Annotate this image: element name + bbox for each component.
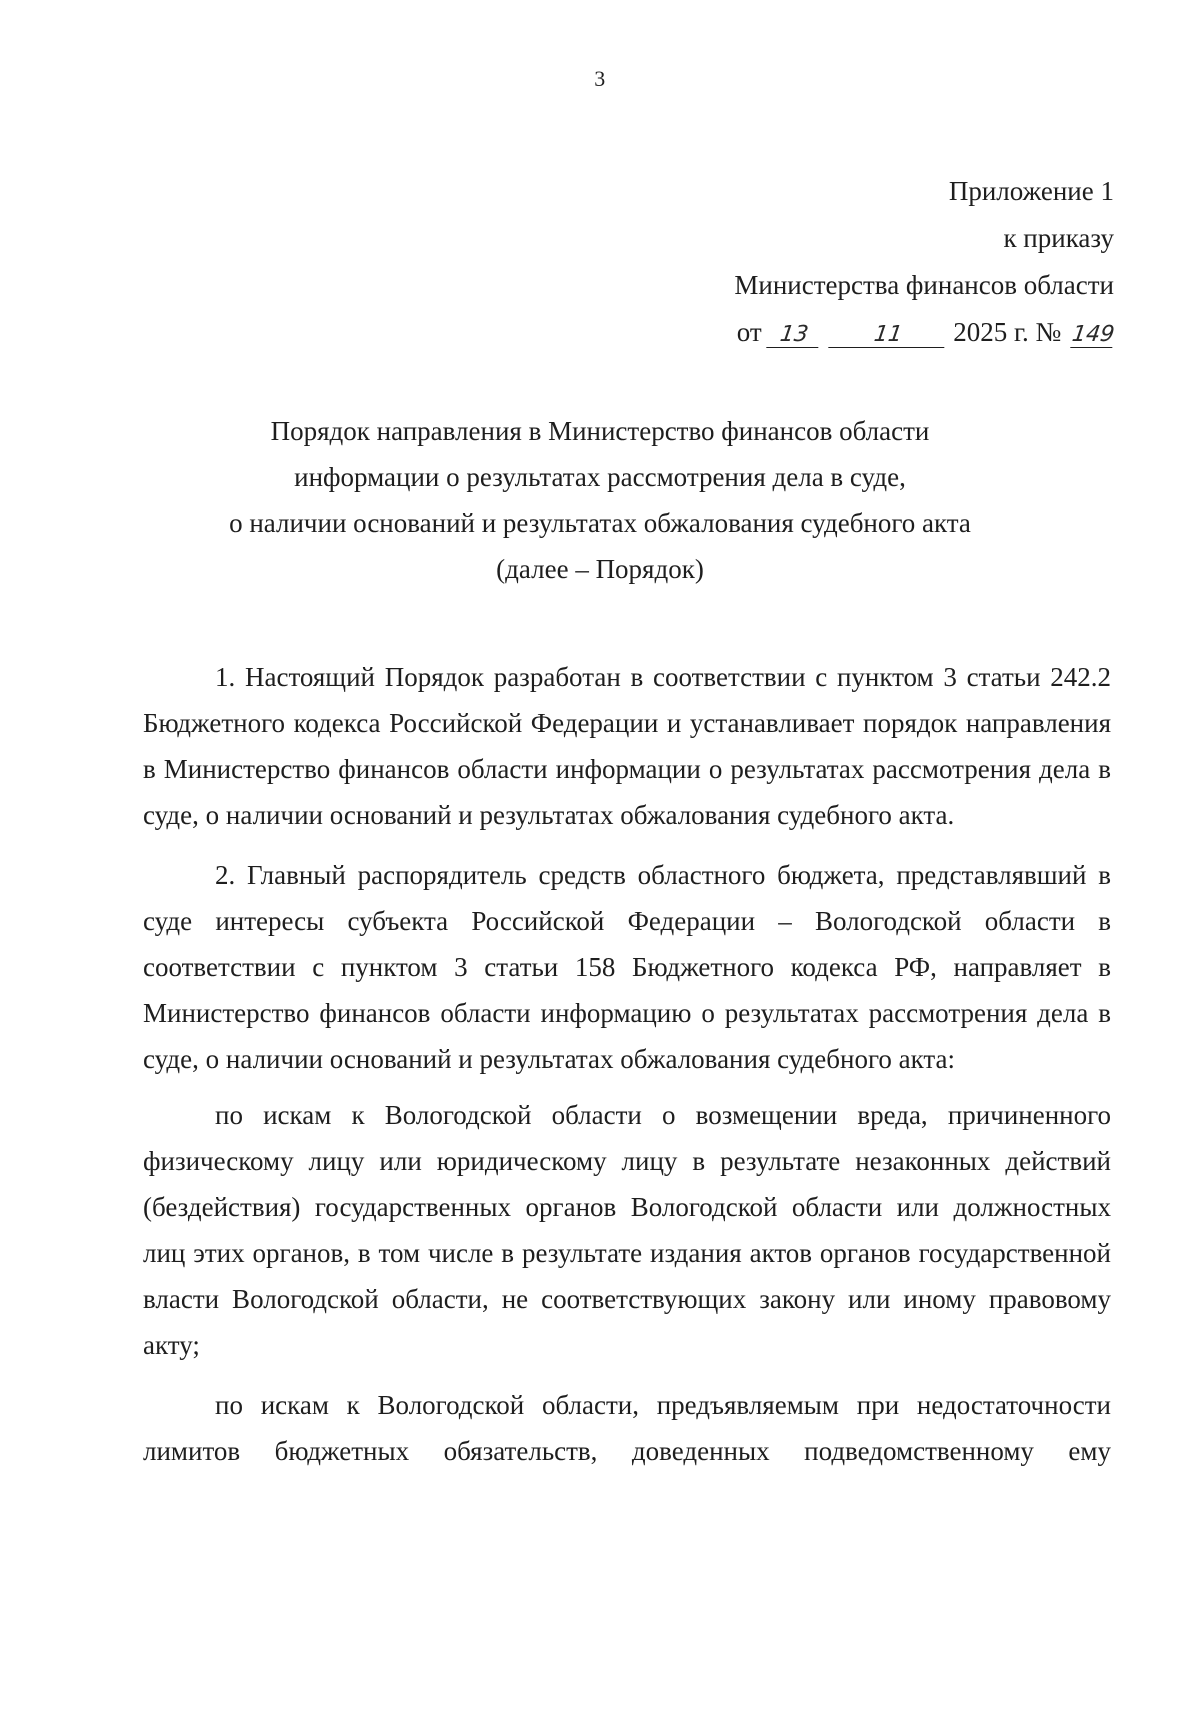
- appendix-to-order: к приказу: [1003, 223, 1114, 253]
- paragraph-4: по искам к Вологодской области, предъявляемым при недостаточности лимитов бюджетных обязательств, доведенных подведомственному ему: [143, 1390, 1111, 1466]
- title-line-3: о наличии оснований и результатах обжалования судебного акта: [229, 508, 971, 538]
- appendix-title: Приложение 1: [948, 176, 1114, 206]
- date-prefix: от: [736, 317, 762, 347]
- handwritten-month: 11: [829, 323, 949, 348]
- appendix-issuer: Министерства финансов области: [734, 270, 1114, 300]
- document-title: [0, 408, 1200, 592]
- appendix-date-line: [734, 309, 1114, 356]
- document-body: [143, 654, 1111, 1474]
- title-line-4: (далее – Порядок): [496, 554, 704, 584]
- paragraph-3: по искам к Вологодской области о возмещении вреда, причиненного физическому лицу или юридическому лицу в результате незаконных действий (бездействия) государственных органов Вологодской области или должностных лиц этих органов, в том числе в результате издания актов органов государственной власти Вологодской области, не соответствующих закону или иному правовому акту;: [143, 1100, 1111, 1360]
- appendix-header: [734, 168, 1114, 356]
- paragraph-1: 1. Настоящий Порядок разработан в соответствии с пунктом 3 статьи 242.2 Бюджетного кодекса Российской Федерации и устанавливает порядок направления в Министерство финансов области информации о результатах рассмотрения дела в суде, о наличии оснований и результатах обжалования судебного акта.: [143, 662, 1111, 830]
- title-line-1: Порядок направления в Министерство финансов области: [270, 416, 930, 446]
- handwritten-day: 13: [767, 323, 823, 348]
- title-line-2: информации о результатах рассмотрения дела в суде,: [294, 462, 906, 492]
- paragraph-2: 2. Главный распорядитель средств областного бюджета, представлявший в суде интересы субъекта Российской Федерации – Вологодской области в соответствии с пунктом 3 статьи 158 Бюджетного кодекса РФ, направляет в Министерство финансов области информацию о результатах рассмотрения дела в суде, о наличии оснований и результатах обжалования судебного акта:: [143, 860, 1111, 1074]
- year-and-number-label: 2025 г. №: [953, 317, 1062, 347]
- handwritten-order-number: 149: [1070, 322, 1116, 347]
- page-number: 3: [594, 66, 606, 91]
